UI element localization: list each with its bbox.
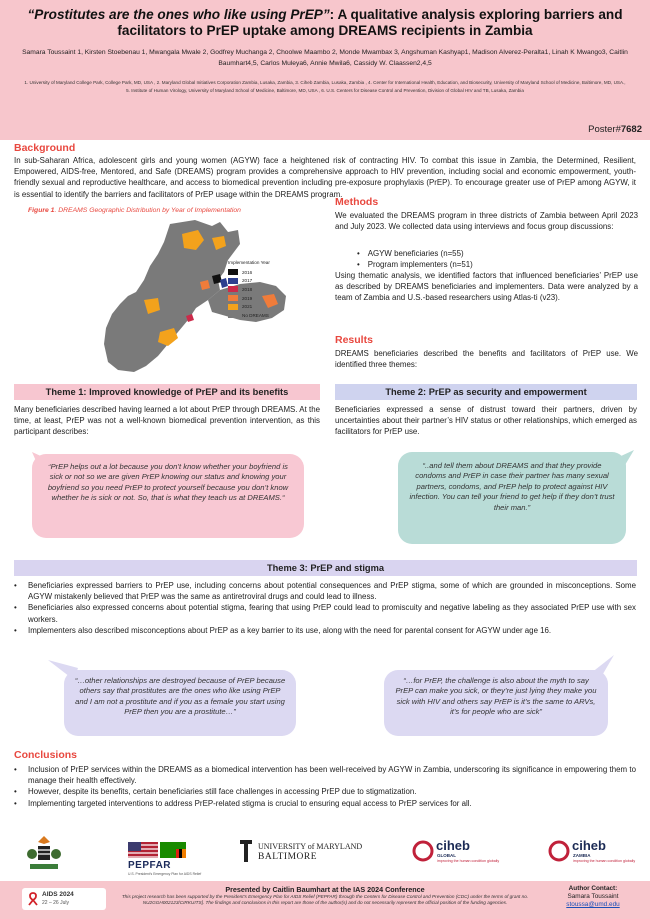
legend-label: 2018 (242, 286, 253, 292)
background-heading: Background (14, 142, 76, 154)
theme3-quote-right-tail (586, 655, 614, 679)
flag-canton (128, 842, 141, 851)
legend-item (228, 268, 308, 277)
flag-red-band (176, 849, 179, 858)
ciheb-zambia-logo-text: ciheb (572, 838, 606, 853)
legend-label: 2021 (242, 304, 253, 310)
red-ribbon-icon (28, 892, 38, 906)
theme1-text: Many beneficiaries described having learned a lot about PrEP through DREAMS. At the time, at least, PrEP was not a well-known biomedical prevention intervention, as this participant describes: (14, 405, 320, 437)
author-contact (548, 885, 638, 909)
legend-swatch (228, 278, 238, 284)
theme3-quote-left-tail (48, 660, 78, 682)
poster-number (588, 124, 642, 135)
shield-shape (38, 846, 50, 860)
poster-number-value: 7682 (620, 124, 642, 135)
pepfar-logo-text: PEPFAR (128, 860, 172, 871)
results-text: DREAMS beneficiaries described the benefits and facilitators of PrEP use. We identified three themes: (335, 349, 638, 370)
conclusions-bullets (14, 764, 636, 809)
legend-swatch (228, 312, 238, 318)
poster-number-label: Poster# (588, 124, 621, 135)
umb-mace-icon (238, 838, 254, 864)
us-flag-icon (128, 842, 158, 858)
figure-caption-text: . DREAMS Geographic Distribution by Year of Implementation (54, 207, 241, 214)
ciheb-zambia-icon (548, 840, 570, 862)
quote-tail-shape (32, 452, 54, 470)
legend-swatch (228, 269, 238, 275)
affiliations: 1. University of Maryland College Park, College Park, MD, USA , 2. Maryland Global Initiatives Corporation Zambia, Lusaka, Zambia, 3. Ciheb Zambia, Lusaka, Zambia , 4. Center for International Health, Education, and Biosecurity, University of Maryland School of Medicine, Baltimore, MD, USA., 5. Institute of Human Virology, University of Maryland School of Medicine, Baltimore, MD, USA , 6. U.S. Centers for Disease Control and Prevention, Division of Global HIV and TB, Lusaka, Zambia (24, 80, 626, 93)
methods-item: • AGYW beneficiaries (n=55) (357, 248, 473, 259)
ciheb-ring (414, 842, 432, 860)
methods-text-2: Using thematic analysis, we identified factors that influenced beneficiaries’ PrEP use as described by DREAMS beneficiaries and implementers. Data were analyzed by a team of Zambia and U.S.-based researchers using Atlas-ti (v23). (335, 271, 638, 303)
poster-title (18, 7, 632, 39)
conclusions-bullet: • Inclusion of PrEP services within the DREAMS as a biomedical intervention has been well-received by AGYW in Zambia, underscoring its significance in empowering them to manage their health effectively. (14, 764, 636, 786)
legend-item (228, 294, 308, 303)
base-ribbon (30, 864, 58, 869)
legend-label: 2017 (242, 278, 253, 284)
author-list: Samara Toussaint 1, Kirsten Stoebenau 1, Mwangala Mwale 2, Godfrey Muchanga 2, Choolwe Maambo 2, Monde Mwambax 3, Angshuman Kashyap1, Madison Alverez-Peralta1, Linah K Mwango3, Caitlin Baumhart4,5, Carlos Muleya6, Annie Mwila6, Cassidy W. Claassen2,4,5 (22, 49, 628, 67)
legend-label: 2016 (242, 269, 253, 275)
logo-strip (0, 830, 650, 880)
theme3-bullets (14, 580, 636, 636)
zambia-flag-icon (160, 842, 186, 858)
legend-item (228, 311, 308, 320)
theme2-text: Beneficiaries expressed a sense of distrust toward their partners, driven by uncertainties about their partner’s HIV status or other relationships, which emerged as facilitators for PrEP use. (335, 405, 637, 437)
mace-head (240, 840, 252, 844)
theme1-quote-tail (32, 452, 62, 472)
supporter-left (27, 849, 37, 859)
ribbon-shape (29, 893, 37, 905)
conclusions-bullet: • However, despite its benefits, certain beneficiaries still face challenges in accessing PrEP due to stigmatization. (14, 786, 636, 797)
legend-item (228, 302, 308, 311)
background-text: In sub-Saharan Africa, adolescent girls and young women (AGYW) face a heightened risk of contracting HIV. To combat this issue in Zambia, the Determined, Resilient, Empowered, AIDS-free, Mentored, and Safe (DREAMS) program provides a comprehensive approach to HIV prevention, including social and economic empowerment, youth-friendly sexual and reproductive healthcare, and access to biomedical prevention including pre-exposure prophylaxis (PrEP). To encourage greater use of PrEP among AGYW, it is essential to identify the barriers and facilitators of PrEP usage within the DREAMS program. (14, 156, 636, 199)
legend-item (228, 277, 308, 286)
aids-2024-logo (22, 888, 106, 910)
ciheb-zambia-sub: ZAMBIA (573, 853, 591, 858)
methods-item: • Program implementers (n=51) (357, 259, 473, 270)
theme3-bullet: • Beneficiaries expressed barriers to PrEP use, including concerns about potential consequences and PrEP stigma, some of which are grounded in misconceptions. Some AGYW mistakenly believed that PrEP was the same as antiretroviral drugs and could lead to illness. (14, 580, 636, 602)
contact-name: Samara Toussaint (567, 893, 619, 900)
ciheb-global-logo-text: ciheb (436, 838, 470, 853)
figure-caption (28, 207, 318, 214)
aids-2024-label: AIDS 2024 (42, 891, 74, 898)
quote-tail-shape (608, 450, 634, 470)
eagle-shape (38, 836, 50, 844)
theme3-quote-right: “…for PrEP, the challenge is also about the myth to say PrEP can make you sick, or they’re just lying they make you sick with HIV and others say PrEP is it’s the same to ARVs, it’s for people who are sick” (384, 670, 608, 736)
supporter-right (51, 849, 61, 859)
poster-header (0, 0, 650, 140)
zambia-coat-of-arms-logo (24, 834, 64, 874)
theme1-quote: “PrEP helps out a lot because you don’t know whether your boyfriend is sick or not so we are given PrEP knowing our status and knowing your boyfriend so you need PrEP to protect yourself because you don’t know whether he is sick or not. So, that is what they teach us at DREAMS.“ (32, 454, 304, 538)
legend-label: 2019 (242, 295, 253, 301)
contact-title-text: Author Contact: (568, 885, 618, 892)
legend-swatch (228, 295, 238, 301)
contact-email-link[interactable]: stoussa@umd.edu (566, 901, 620, 908)
aids-2024-dates: 22 – 26 July (42, 900, 69, 906)
title-quote: “Prostitutes are the ones who like using PrEP” (27, 7, 330, 22)
quote-tail-shape (586, 655, 614, 679)
ciheb-global-sub: GLOBAL (437, 853, 456, 858)
ciheb-zambia-tagline: improving the human condition globally (573, 859, 636, 863)
theme2-quote: “..and tell them about DREAMS and that they provide condoms and PrEP in case their partner has many sexual partners, condoms, and PrEP help to protect against HIV infection. You can tell your friend to get help if they don’t trust their man.” (398, 452, 626, 544)
flag-black-band (179, 849, 182, 858)
results-heading: Results (335, 334, 373, 346)
theme3-quote-left: “…other relationships are destroyed because of PrEP because others say that prostitutes are the ones who like using PrEP and I am not a prostitute and if you as a female you start using PrEP then you are a prostitute…” (64, 670, 296, 736)
legend-swatch (228, 286, 238, 292)
umb-logo-line2: BALTIMORE (258, 852, 318, 862)
methods-heading: Methods (335, 196, 379, 208)
conclusions-heading: Conclusions (14, 749, 78, 761)
ciheb-global-icon (412, 840, 434, 862)
title-rest: : A qualitative analysis exploring barriers and facilitators to PrEP uptake among DREAMS recipients in Zambia (117, 7, 623, 38)
presented-by: Presented by Caitlin Baumhart at the IAS 2024 Conference (225, 885, 425, 894)
legend-label: No DREAMS (242, 312, 269, 318)
legend-swatch (228, 304, 238, 310)
legend-item (228, 285, 308, 294)
map-legend (228, 260, 308, 320)
quote-tail-shape (48, 660, 78, 680)
conclusions-bullet: • Implementing targeted interventions to address PrEP-related stigma is crucial to ensuring equal access to PrEP services for all. (14, 798, 636, 809)
ciheb-global-tagline: improving the human condition globally (437, 859, 500, 863)
theme3-heading: Theme 3: PrEP and stigma (14, 560, 637, 576)
methods-list (357, 248, 473, 270)
theme2-quote-tail (604, 450, 634, 472)
theme1-heading: Theme 1: Improved knowledge of PrEP and its benefits (14, 384, 320, 400)
figure-label: Figure 1 (28, 207, 55, 214)
legend-title: Implementation Year (228, 260, 270, 265)
methods-text-1: We evaluated the DREAMS program in three districts of Zambia between April 2023 and July 2023. We collected data using interviews and focus group discussions: (335, 211, 638, 232)
umb-logo-line1: UNIVERSITY of MARYLAND (258, 842, 363, 851)
contact-title (548, 885, 638, 893)
flag-orange-band (182, 849, 186, 858)
theme2-heading: Theme 2: PrEP as security and empowerment (335, 384, 637, 400)
ciheb-ring (550, 842, 568, 860)
pepfar-subtitle: U.S. President’s Emergency Plan for AIDS Relief (128, 872, 202, 876)
theme3-bullet: • Implementers also described misconceptions about PrEP as a key barrier to its use, along with the need for parental consent for AGYW under age 16. (14, 625, 636, 636)
theme3-bullet: • Beneficiaries also expressed concerns about potential stigma, fearing that using PrEP could lead to promiscuity and negative labeling as they associated PrEP use with sex workers. (14, 602, 636, 624)
funding-disclaimer: This project research has been supported by the President’s Emergency Plan for AIDS Relief (PEPFAR) through the Centers for Disease Control and Prevention (CDC) under the terms of grant no. NU2GGH002123/CIRKUITS]. The findings and conclusions in this report are those of the author(s) and do not necessarily represent the official position of the funding agencies. (121, 894, 529, 906)
